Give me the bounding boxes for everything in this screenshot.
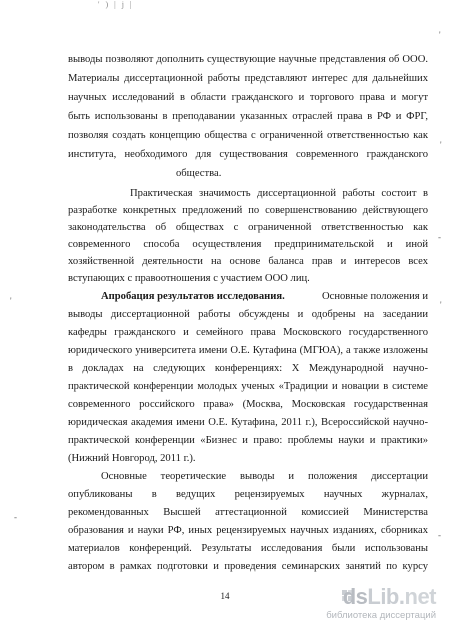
dslib-caption: библиотека диссертаций — [326, 610, 436, 621]
text-line: современного российского права» (Москва, Московская государственная — [68, 399, 428, 410]
text-line: практической конференции молодых ученых «Традиции и новации в системе — [68, 381, 428, 392]
dslib-watermark — [324, 585, 444, 623]
text-line: образования и науки РФ, иных рецензируемых научных изданиях, сборниках — [68, 525, 428, 536]
text-line: опубликованы в ведущих рецензируемых научных журналах, — [68, 489, 428, 500]
text-line-approbation-heading — [101, 290, 428, 303]
margin-mark: - — [438, 530, 441, 540]
page-number: 14 — [220, 591, 230, 601]
margin-mark: - — [438, 232, 441, 242]
logo-net: net — [404, 584, 436, 609]
text-line: Материалы диссертационной работы представляют интерес для дальнейших — [68, 73, 428, 84]
header-scribble: ' ) | j | — [98, 0, 134, 9]
text-line: кафедры гражданского и семейного права Московского государственного — [68, 327, 428, 338]
margin-mark: - — [14, 512, 17, 522]
text-line: разработке конкретных предложений по совершенствованию действующего — [68, 205, 428, 216]
text-line: (Нижний Новгород, 2011 г.). — [68, 453, 196, 464]
margin-mark: ' — [10, 296, 12, 306]
dslib-logo — [343, 585, 436, 609]
approbation-heading: Апробация результатов исследования. — [101, 291, 285, 302]
text-line: Практическая значимость диссертационной работы состоит в — [130, 188, 428, 199]
text-line: хозяйственной деятельности на основе баланса прав и интересов всех — [68, 256, 428, 267]
text-line: научных исследований в области гражданского и торгового права и могут — [68, 92, 428, 103]
text-line: рекомендованных Высшей аттестационной комиссией Министерства — [68, 507, 428, 518]
margin-mark: ' — [439, 30, 441, 40]
text-line: общества. — [176, 168, 222, 179]
logo-ds: ds — [342, 584, 368, 609]
text-line: в докладах на следующих конференциях: X Международной научно- — [68, 363, 428, 374]
text-line: практической конференции «Бизнес и право: проблемы науки и практики» — [68, 435, 428, 446]
text-line: юридического университета имени О.Е. Кутафина (МГЮА), а также изложены — [68, 345, 428, 356]
text-line: позволяя создать концепцию общества с ограниченной ответственностью как — [68, 130, 428, 141]
text-line: быть использованы в преподавании указанных отраслей права в РФ и ФРГ, — [68, 111, 428, 122]
margin-mark: ' — [440, 140, 442, 150]
text-line: материалов конференций. Результаты исследования были использованы — [68, 543, 428, 554]
margin-mark: ' — [440, 300, 442, 310]
text-line: выводы диссертационной работы обсуждены и одобрены на заседании — [68, 309, 428, 320]
text-line: современного способа осуществления предпринимательской и иной — [68, 239, 428, 250]
text-line: юридическая академия имени О.Е. Кутафина, 2011 г.), Всероссийской научно- — [68, 417, 428, 428]
approbation-heading-continuation: Основные положения и — [321, 291, 428, 302]
logo-lib: Lib — [367, 584, 399, 609]
text-line: института, необходимого для существования современного гражданского — [68, 149, 428, 160]
text-line: законодательства об обществах с ограниченной ответственностью как — [68, 222, 428, 233]
logo-dot: . — [398, 584, 405, 609]
text-line: Основные теоретические выводы и положения диссертации — [101, 471, 428, 482]
text-line: автором в рамках подготовки и проведения семинарских занятий по курсу — [68, 561, 428, 572]
text-line: выводы позволяют дополнить существующие научные представления об ООО. — [68, 54, 428, 65]
text-line: вступающих с правоотношения с участием ООО лиц. — [68, 273, 310, 284]
